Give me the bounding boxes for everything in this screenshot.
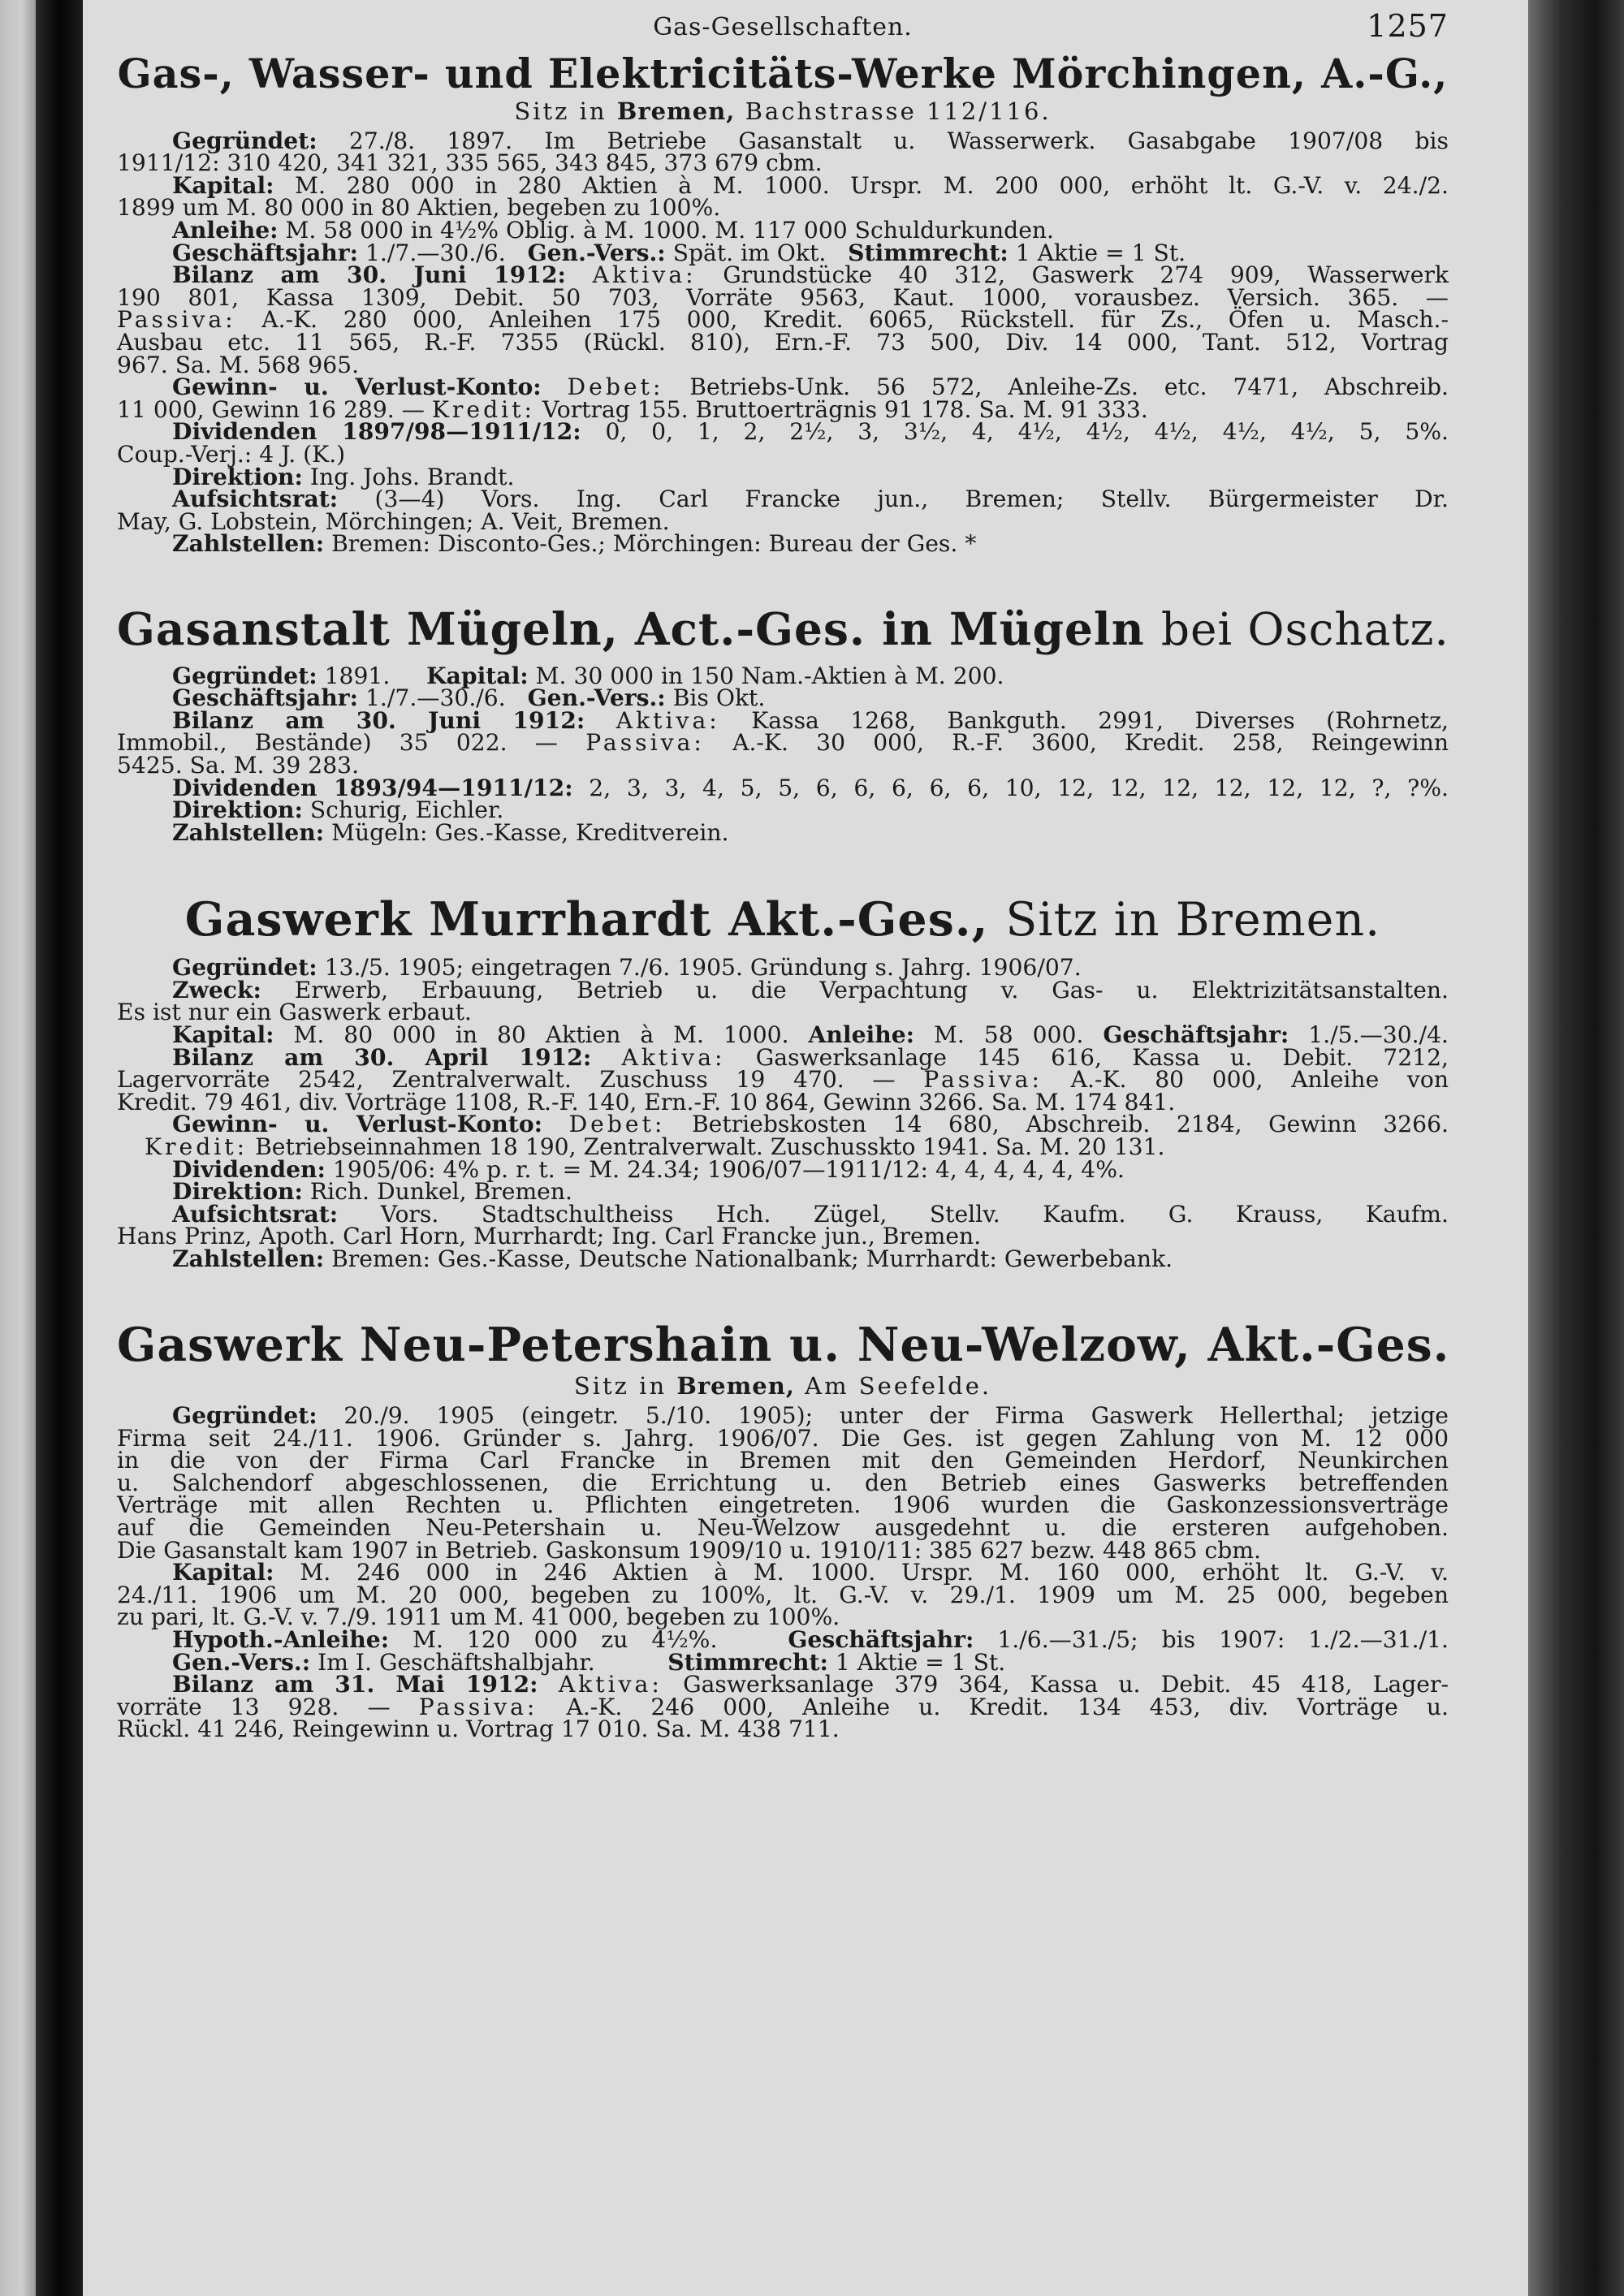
entry-line: 24./11. 1906 um M. 20 000, begeben zu 100%, lt. G.-V. v. 29./1. 1909 um M. 25 000, begeben bbox=[117, 1581, 1449, 1608]
entry-line: Rückl. 41 246, Reingewinn u. Vortrag 17 010. Sa. M. 438 711. bbox=[117, 1716, 840, 1743]
entry-seat: Sitz in Bremen, Bachstrasse 112/116. bbox=[514, 97, 1052, 125]
company-entry-neu-petershain bbox=[117, 1318, 1450, 1743]
entry-line: 190 801, Kassa 1309, Debit. 50 703, Vorräte 9563, Kaut. 1000, vorausbez. Versich. 365. — bbox=[117, 283, 1449, 311]
entry-line: Gewinn- u. Verlust-Konto: Debet: Betriebs-Unk. 56 572, Anleihe-Zs. etc. 7471, Abschreib. bbox=[172, 373, 1449, 401]
entry-line: 967. Sa. M. 568 965. bbox=[117, 351, 360, 378]
entry-line: Die Gasanstalt kam 1907 in Betrieb. Gaskonsum 1909/10 u. 1910/11: 385 627 bezw. 448 865 cbm. bbox=[117, 1536, 1261, 1564]
entry-line: Bilanz am 30. Juni 1912: Aktiva: Kassa 1268, Bankguth. 2991, Diverses (Rohrnetz, bbox=[172, 706, 1449, 734]
entry-line: Aufsichtsrat: (3—4) Vors. Ing. Carl Francke jun., Bremen; Stellv. Bürgermeister Dr. bbox=[172, 486, 1449, 513]
entry-line: Bilanz am 31. Mai 1912: Aktiva: Gaswerksanlage 379 364, Kassa u. Debit. 45 418, Lager- bbox=[172, 1671, 1449, 1698]
entry-line: 5425. Sa. M. 39 283. bbox=[117, 751, 360, 779]
entry-line: Gegründet: 13./5. 1905; eingetragen 7./6. 1905. Gründung s. Jahrg. 1906/07. bbox=[172, 954, 1082, 982]
entry-line: zu pari, lt. G.-V. v. 7./9. 1911 um M. 41 000, begeben zu 100%. bbox=[117, 1603, 840, 1631]
entry-line: 11 000, Gewinn 16 289. — Kredit: Vortrag 155. Bruttoerträgnis 91 178. Sa. M. 91 333. bbox=[117, 395, 1148, 423]
running-head-title: Gas-Gesellschaften. bbox=[653, 13, 913, 41]
entry-line: Direktion: Ing. Johs. Brandt. bbox=[172, 463, 515, 490]
entry-line: Ausbau etc. 11 565, R.-F. 7355 (Rückl. 810), Ern.-F. 73 500, Div. 14 000, Tant. 512, Vortrag bbox=[117, 329, 1449, 356]
book-gutter bbox=[36, 0, 83, 2296]
entry-line: Coup.-Verj.: 4 J. (K.) bbox=[117, 440, 346, 468]
entry-line: Kapital: M. 80 000 in 80 Aktien à M. 1000. Anleihe: M. 58 000. Geschäftsjahr: 1./5.—30./4. bbox=[172, 1021, 1449, 1048]
entry-line: Geschäftsjahr: 1./7.—30./6. Gen.-Vers.: Bis Okt. bbox=[172, 684, 766, 712]
entry-line: Aufsichtsrat: Vors. Stadtschultheiss Hch. Zügel, Stellv. Kaufm. G. Krauss, Kaufm. bbox=[172, 1200, 1449, 1228]
entry-line: Hypoth.-Anleihe: M. 120 000 zu 4½%. Geschäftsjahr: 1./6.—31./5; bis 1907: 1./2.—31./1. bbox=[172, 1625, 1449, 1653]
entry-line: vorräte 13 928. — Passiva: A.-K. 246 000, Anleihe u. Kredit. 134 453, div. Vorträge u. bbox=[117, 1693, 1449, 1720]
company-entry-muegeln bbox=[117, 602, 1449, 846]
page-number: 1257 bbox=[1367, 8, 1449, 44]
entry-line: Anleihe: M. 58 000 in 4½% Oblig. à M. 1000. M. 117 000 Schuldurkunden. bbox=[172, 217, 1054, 244]
entry-line: Gegründet: 20./9. 1905 (eingetr. 5./10. 1905); unter der Firma Gaswerk Hellerthal; jetzige bbox=[172, 1402, 1449, 1430]
entry-line: Gewinn- u. Verlust-Konto: Debet: Betriebskosten 14 680, Abschreib. 2184, Gewinn 3266. bbox=[172, 1111, 1449, 1138]
company-entry-murrhardt bbox=[117, 892, 1449, 1272]
entry-line: Lagervorräte 2542, Zentralverwalt. Zuschuss 19 470. — Passiva: A.-K. 80 000, Anleihe von bbox=[117, 1066, 1449, 1094]
entry-line: Immobil., Bestände) 35 022. — Passiva: A.-K. 30 000, R.-F. 3600, Kredit. 258, Reingewinn bbox=[117, 729, 1449, 757]
entry-line: in die von der Firma Carl Francke in Bremen mit den Gemeinden Herdorf, Neunkirchen bbox=[117, 1447, 1449, 1474]
entry-line: Direktion: Rich. Dunkel, Bremen. bbox=[172, 1178, 572, 1206]
entry-line: Bilanz am 30. April 1912: Aktiva: Gaswerksanlage 145 616, Kassa u. Debit. 7212, bbox=[172, 1043, 1449, 1071]
entry-line: Dividenden: 1905/06: 4% p. r. t. = M. 24.34; 1906/07—1911/12: 4, 4, 4, 4, 4, 4%. bbox=[172, 1155, 1125, 1183]
entry-line: Dividenden 1893/94—1911/12: 2, 3, 3, 4, 5, 5, 6, 6, 6, 6, 6, 10, 12, 12, 12, 12, 12, 12, ?, ?%. bbox=[172, 774, 1449, 801]
entry-line: Gen.-Vers.: Im I. Geschäftshalbjahr. Stimmrecht: 1 Aktie = 1 St. bbox=[172, 1648, 1006, 1676]
entry-line: Kredit: Betriebseinnahmen 18 190, Zentralverwalt. Zuschusskto 1941. Sa. M. 20 131. bbox=[145, 1133, 1165, 1160]
book-page bbox=[83, 0, 1528, 2296]
entry-line: Kapital: M. 246 000 in 246 Aktien à M. 1000. Urspr. M. 160 000, erhöht lt. G.-V. v. bbox=[172, 1559, 1449, 1586]
entry-line: Geschäftsjahr: 1./7.—30./6. Gen.-Vers.: Spät. im Okt. Stimmrecht: 1 Aktie = 1 St. bbox=[172, 239, 1186, 266]
entry-line: Kredit. 79 461, div. Vorträge 1108, R.-F. 140, Ern.-F. 10 864, Gewinn 3266. Sa. M. 174 841. bbox=[117, 1088, 1176, 1116]
entry-line: Kapital: M. 280 000 in 280 Aktien à M. 1000. Urspr. M. 200 000, erhöht lt. G.-V. v. 24./2. bbox=[172, 171, 1449, 199]
running-head bbox=[117, 8, 1449, 47]
entry-line: Gegründet: 1891. Kapital: M. 30 000 in 150 Nam.-Aktien à M. 200. bbox=[172, 662, 1004, 689]
entry-line: Dividenden 1897/98—1911/12: 0, 0, 1, 2, 2½, 3, 3½, 4, 4½, 4½, 4½, 4½, 4½, 5, 5%. bbox=[172, 418, 1449, 446]
entry-line: 1899 um M. 80 000 in 80 Aktien, begeben zu 100%. bbox=[117, 194, 721, 222]
entry-line: Passiva: A.-K. 280 000, Anleihen 175 000, Kredit. 6065, Rückstell. für Zs., Öfen u. Masch.- bbox=[117, 306, 1449, 334]
entry-line: u. Salchendorf abgeschlossenen, die Errichtung u. den Betrieb eines Gaswerks betreffenden bbox=[117, 1469, 1449, 1496]
entry-line: May, G. Lobstein, Mörchingen; A. Veit, Bremen. bbox=[117, 507, 670, 535]
company-entry-moerchingen bbox=[117, 50, 1449, 558]
page-content bbox=[117, 8, 1449, 1741]
entry-title: Gas-, Wasser- und Elektricitäts-Werke Mörchingen, A.-G., bbox=[117, 50, 1449, 97]
entry-seat: Sitz in Bremen, Am Seefelde. bbox=[573, 1372, 992, 1400]
entry-line: Gegründet: 27./8. 1897. Im Betriebe Gasanstalt u. Wasserwerk. Gasabgabe 1907/08 bis bbox=[172, 127, 1449, 154]
entry-title: Gasanstalt Mügeln, Act.-Ges. in Mügeln bei Oschatz. bbox=[117, 602, 1449, 655]
entry-line: Hans Prinz, Apoth. Carl Horn, Murrhardt; Ing. Carl Francke jun., Bremen. bbox=[117, 1223, 982, 1250]
entry-line: Zahlstellen: Bremen: Disconto-Ges.; Mörchingen: Bureau der Ges. * bbox=[172, 530, 977, 558]
entry-line: Verträge mit allen Rechten u. Pflichten eingetreten. 1906 wurden die Gaskonzessionsverträge bbox=[117, 1491, 1449, 1519]
entry-line: auf die Gemeinden Neu-Petershain u. Neu-Welzow ausgedehnt u. die ersteren aufgehoben. bbox=[117, 1513, 1449, 1541]
entry-line: 1911/12: 310 420, 341 321, 335 565, 343 845, 373 679 cbm. bbox=[117, 149, 823, 177]
entry-line: Firma seit 24./11. 1906. Gründer s. Jahrg. 1906/07. Die Ges. ist gegen Zahlung von M. 12 000 bbox=[117, 1424, 1449, 1452]
facing-page-edge bbox=[0, 0, 36, 2296]
entry-line: Zahlstellen: Bremen: Ges.-Kasse, Deutsche Nationalbank; Murrhardt: Gewerbebank. bbox=[172, 1245, 1173, 1272]
entry-line: Direktion: Schurig, Eichler. bbox=[172, 796, 504, 824]
entry-line: Bilanz am 30. Juni 1912: Aktiva: Grundstücke 40 312, Gaswerk 274 909, Wasserwerk bbox=[172, 261, 1449, 289]
page-edge-shadow bbox=[1528, 0, 1624, 2296]
entry-line: Es ist nur ein Gaswerk erbaut. bbox=[117, 999, 472, 1026]
entry-title: Gaswerk Murrhardt Akt.-Ges., Sitz in Bremen. bbox=[184, 892, 1381, 947]
entry-title: Gaswerk Neu-Petershain u. Neu-Welzow, Akt.-Ges. bbox=[117, 1318, 1450, 1373]
entry-line: Zahlstellen: Mügeln: Ges.-Kasse, Kreditverein. bbox=[172, 818, 729, 846]
entry-line: Zweck: Erwerb, Erbauung, Betrieb u. die Verpachtung v. Gas- u. Elektrizitätsanstalten. bbox=[172, 976, 1449, 1003]
